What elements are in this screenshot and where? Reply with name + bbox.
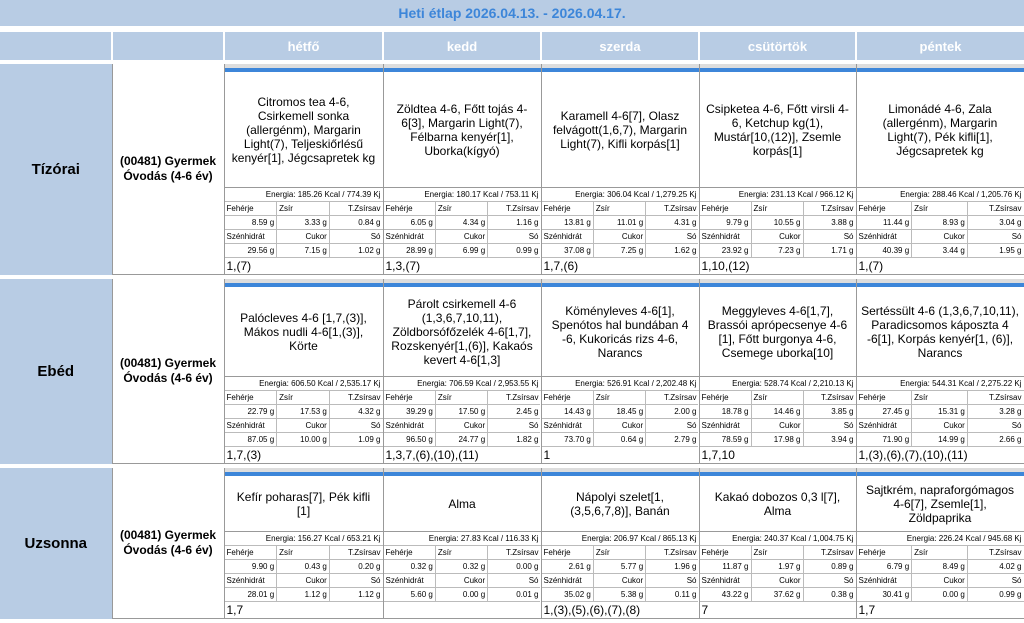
- saturated-fat-value: 1.16 g: [488, 216, 540, 230]
- menu-cell-wednesday: [541, 468, 699, 619]
- food-description: Kefír poharas[7], Pék kifli [1]: [225, 476, 383, 532]
- allergen-codes: 1,7,(6): [543, 259, 579, 273]
- menu-cell-thursday: [699, 468, 856, 619]
- allergen-codes: 1,(7): [226, 259, 252, 273]
- sugar-value: 0.00 g: [912, 588, 968, 602]
- protein-value: 6.79 g: [857, 560, 913, 574]
- allergen-codes: 7: [701, 603, 709, 617]
- day-header-friday: péntek: [856, 32, 1024, 60]
- protein-label: Fehérje: [225, 202, 278, 216]
- carbohydrate-value: 73.70 g: [542, 433, 594, 447]
- food-description: Köményleves 4-6[1], Spenótos hal bundában 4 -6, Kukoricás rizs 4-6, Narancs: [542, 287, 699, 377]
- fat-value: 3.33 g: [277, 216, 330, 230]
- food-description: Párolt csirkemell 4-6 (1,3,6,7,10,11), Zöldborsófőzelék 4-6[1,7], Rozskenyér[1,(6)], Kakaós kevert 4-6[1,3]: [384, 287, 541, 377]
- salt-value: 0.11 g: [646, 588, 698, 602]
- carbohydrate-value: 29.56 g: [225, 244, 278, 258]
- allergen-codes: 1,3,7,(6),(10),(11): [385, 448, 479, 462]
- sugar-value: 1.12 g: [277, 588, 330, 602]
- food-description: Karamell 4-6[7], Olasz felvágott(1,6,7), Margarin Light(7), Kifli korpás[1]: [542, 72, 699, 188]
- fat-value: 17.53 g: [277, 405, 330, 419]
- carbohydrate-value: 78.59 g: [700, 433, 752, 447]
- energy-value: Energia: 156.27 Kcal / 653.21 Kj: [225, 532, 383, 546]
- protein-value: 9.90 g: [225, 560, 278, 574]
- food-description: Sajtkrém, napraforgómagos 4-6[7], Zsemle[1], Zöldpaprika: [857, 476, 1024, 532]
- saturated-fat-label: T.Zsírsav: [646, 546, 698, 560]
- saturated-fat-label: T.Zsírsav: [968, 546, 1024, 560]
- salt-value: 0.99 g: [488, 244, 540, 258]
- allergen-codes: 1,7,(3): [226, 448, 262, 462]
- energy-value: Energia: 288.46 Kcal / 1,205.76 Kj: [857, 188, 1024, 202]
- saturated-fat-label: T.Zsírsav: [804, 391, 856, 405]
- carbohydrate-label: Szénhidrát: [857, 574, 913, 588]
- sugar-label: Cukor: [912, 230, 968, 244]
- carbohydrate-label: Szénhidrát: [700, 419, 752, 433]
- allergen-codes: 1,7: [858, 603, 876, 617]
- sugar-value: 7.25 g: [594, 244, 646, 258]
- sugar-value: 37.62 g: [752, 588, 804, 602]
- menu-cell-thursday: [699, 279, 856, 464]
- carbohydrate-value: 40.39 g: [857, 244, 913, 258]
- fat-value: 10.55 g: [752, 216, 804, 230]
- fat-value: 1.97 g: [752, 560, 804, 574]
- allergen-codes: 1,(3),(6),(7),(10),(11): [858, 448, 968, 462]
- protein-label: Fehérje: [857, 391, 913, 405]
- school-label: (00481) Gyermek Óvodás (4-6 év): [112, 468, 224, 619]
- protein-value: 18.78 g: [700, 405, 752, 419]
- day-header-wednesday: szerda: [541, 32, 699, 60]
- salt-label: Só: [488, 419, 540, 433]
- fat-value: 18.45 g: [594, 405, 646, 419]
- menu-cell-wednesday: [541, 279, 699, 464]
- food-description: Meggyleves 4-6[1,7], Brassói aprópecsenye 4-6 [1], Főtt burgonya 4-6, Csemege uborka[10]: [700, 287, 856, 377]
- food-description: Alma: [384, 476, 541, 532]
- saturated-fat-value: 3.85 g: [804, 405, 856, 419]
- protein-value: 14.43 g: [542, 405, 594, 419]
- saturated-fat-value: 0.84 g: [330, 216, 383, 230]
- saturated-fat-label: T.Zsírsav: [488, 202, 540, 216]
- salt-label: Só: [646, 419, 698, 433]
- nutrition-grid: [384, 202, 541, 258]
- fat-value: 5.77 g: [594, 560, 646, 574]
- menu-cell-tuesday: [383, 468, 541, 619]
- salt-label: Só: [804, 230, 856, 244]
- saturated-fat-label: T.Zsírsav: [804, 546, 856, 560]
- sugar-value: 5.38 g: [594, 588, 646, 602]
- salt-value: 1.09 g: [330, 433, 383, 447]
- salt-value: 1.71 g: [804, 244, 856, 258]
- carbohydrate-value: 28.99 g: [384, 244, 436, 258]
- nutrition-grid: [542, 546, 699, 602]
- food-description: Nápolyi szelet[1, (3,5,6,7,8)], Banán: [542, 476, 699, 532]
- menu-cell-tuesday: [383, 64, 541, 275]
- nutrition-grid: [700, 546, 856, 602]
- allergen-codes: 1: [543, 448, 551, 462]
- sugar-label: Cukor: [594, 419, 646, 433]
- salt-value: 1.02 g: [330, 244, 383, 258]
- salt-label: Só: [646, 230, 698, 244]
- fat-value: 0.43 g: [277, 560, 330, 574]
- sugar-label: Cukor: [594, 574, 646, 588]
- salt-label: Só: [804, 574, 856, 588]
- menu-cell-friday: [856, 64, 1024, 275]
- fat-value: 8.93 g: [912, 216, 968, 230]
- corner-header-school: [112, 32, 224, 60]
- protein-label: Fehérje: [384, 391, 436, 405]
- sugar-label: Cukor: [436, 574, 488, 588]
- carbohydrate-value: 23.92 g: [700, 244, 752, 258]
- food-description: Palócleves 4-6 [1,7,(3)], Mákos nudli 4-6[1,(3)], Körte: [225, 287, 383, 377]
- fat-label: Zsír: [277, 546, 330, 560]
- protein-value: 13.81 g: [542, 216, 594, 230]
- sugar-value: 14.99 g: [912, 433, 968, 447]
- carbohydrate-value: 35.02 g: [542, 588, 594, 602]
- energy-value: Energia: 606.50 Kcal / 2,535.17 Kj: [225, 377, 383, 391]
- salt-value: 1.82 g: [488, 433, 540, 447]
- menu-cell-wednesday: [541, 64, 699, 275]
- carbohydrate-label: Szénhidrát: [857, 230, 913, 244]
- nutrition-grid: [225, 391, 383, 447]
- carbohydrate-value: 96.50 g: [384, 433, 436, 447]
- energy-value: Energia: 226.24 Kcal / 945.68 Kj: [857, 532, 1024, 546]
- fat-value: 8.49 g: [912, 560, 968, 574]
- salt-value: 3.94 g: [804, 433, 856, 447]
- energy-value: Energia: 544.31 Kcal / 2,275.22 Kj: [857, 377, 1024, 391]
- meal-name: Tízórai: [0, 64, 112, 275]
- nutrition-grid: [225, 202, 383, 258]
- energy-value: Energia: 27.83 Kcal / 116.33 Kj: [384, 532, 541, 546]
- protein-label: Fehérje: [542, 546, 594, 560]
- food-description: Kakaó dobozos 0,3 l[7], Alma: [700, 476, 856, 532]
- salt-value: 0.01 g: [488, 588, 540, 602]
- school-label: (00481) Gyermek Óvodás (4-6 év): [112, 279, 224, 464]
- protein-value: 2.61 g: [542, 560, 594, 574]
- saturated-fat-label: T.Zsírsav: [488, 391, 540, 405]
- nutrition-grid: [857, 391, 1024, 447]
- energy-value: Energia: 706.59 Kcal / 2,953.55 Kj: [384, 377, 541, 391]
- meal-name: Ebéd: [0, 279, 112, 464]
- salt-label: Só: [488, 230, 540, 244]
- nutrition-grid: [857, 546, 1024, 602]
- carbohydrate-label: Szénhidrát: [225, 419, 278, 433]
- salt-value: 0.99 g: [968, 588, 1024, 602]
- sugar-label: Cukor: [436, 419, 488, 433]
- saturated-fat-value: 4.32 g: [330, 405, 383, 419]
- carbohydrate-label: Szénhidrát: [384, 230, 436, 244]
- carbohydrate-label: Szénhidrát: [384, 574, 436, 588]
- allergen-codes: 1,(7): [858, 259, 884, 273]
- fat-label: Zsír: [912, 202, 968, 216]
- sugar-value: 0.00 g: [436, 588, 488, 602]
- sugar-label: Cukor: [277, 574, 330, 588]
- protein-label: Fehérje: [384, 202, 436, 216]
- carbohydrate-value: 87.05 g: [225, 433, 278, 447]
- salt-label: Só: [646, 574, 698, 588]
- nutrition-grid: [700, 202, 856, 258]
- fat-value: 0.32 g: [436, 560, 488, 574]
- fat-label: Zsír: [594, 391, 646, 405]
- carbohydrate-value: 28.01 g: [225, 588, 278, 602]
- sugar-label: Cukor: [752, 230, 804, 244]
- allergen-codes: 1,7: [226, 603, 244, 617]
- sugar-value: 7.15 g: [277, 244, 330, 258]
- fat-label: Zsír: [752, 546, 804, 560]
- nutrition-grid: [225, 546, 383, 602]
- fat-value: 14.46 g: [752, 405, 804, 419]
- sugar-label: Cukor: [912, 419, 968, 433]
- carbohydrate-value: 43.22 g: [700, 588, 752, 602]
- salt-label: Só: [488, 574, 540, 588]
- page-title: Heti étlap 2026.04.13. - 2026.04.17.: [0, 0, 1024, 26]
- protein-label: Fehérje: [542, 391, 594, 405]
- saturated-fat-label: T.Zsírsav: [968, 391, 1024, 405]
- menu-cell-monday: [224, 64, 383, 275]
- carbohydrate-label: Szénhidrát: [542, 419, 594, 433]
- allergen-codes: 1,(3),(5),(6),(7),(8): [543, 603, 641, 617]
- salt-label: Só: [804, 419, 856, 433]
- sugar-value: 7.23 g: [752, 244, 804, 258]
- menu-cell-friday: [856, 279, 1024, 464]
- salt-label: Só: [330, 574, 383, 588]
- salt-value: 1.12 g: [330, 588, 383, 602]
- carbohydrate-label: Szénhidrát: [700, 574, 752, 588]
- nutrition-grid: [857, 202, 1024, 258]
- saturated-fat-label: T.Zsírsav: [646, 202, 698, 216]
- fat-label: Zsír: [752, 391, 804, 405]
- energy-value: Energia: 231.13 Kcal / 966.12 Kj: [700, 188, 856, 202]
- energy-value: Energia: 526.91 Kcal / 2,202.48 Kj: [542, 377, 699, 391]
- protein-label: Fehérje: [857, 202, 913, 216]
- protein-value: 22.79 g: [225, 405, 278, 419]
- saturated-fat-value: 1.96 g: [646, 560, 698, 574]
- fat-label: Zsír: [436, 391, 488, 405]
- saturated-fat-label: T.Zsírsav: [646, 391, 698, 405]
- carbohydrate-value: 71.90 g: [857, 433, 913, 447]
- protein-value: 27.45 g: [857, 405, 913, 419]
- protein-label: Fehérje: [225, 391, 278, 405]
- salt-value: 0.38 g: [804, 588, 856, 602]
- menu-cell-monday: [224, 468, 383, 619]
- food-description: Limonádé 4-6, Zala (allergénm), Margarin Light(7), Pék kifli[1], Jégcsapretek kg: [857, 72, 1024, 188]
- sugar-label: Cukor: [277, 230, 330, 244]
- saturated-fat-label: T.Zsírsav: [488, 546, 540, 560]
- saturated-fat-value: 0.89 g: [804, 560, 856, 574]
- nutrition-grid: [542, 391, 699, 447]
- carbohydrate-value: 37.08 g: [542, 244, 594, 258]
- food-description: Citromos tea 4-6, Csirkemell sonka (allergénm), Margarin Light(7), Teljeskiőrlésű kenyér[1], Jégcsapretek kg: [225, 72, 383, 188]
- sugar-value: 17.98 g: [752, 433, 804, 447]
- salt-label: Só: [968, 419, 1024, 433]
- allergen-codes: [384, 602, 541, 618]
- menu-cell-tuesday: [383, 279, 541, 464]
- meal-row: [0, 279, 1024, 464]
- menu-cell-monday: [224, 279, 383, 464]
- carbohydrate-label: Szénhidrát: [225, 230, 278, 244]
- energy-value: Energia: 528.74 Kcal / 2,210.13 Kj: [700, 377, 856, 391]
- saturated-fat-label: T.Zsírsav: [330, 391, 383, 405]
- protein-label: Fehérje: [700, 546, 752, 560]
- fat-label: Zsír: [436, 202, 488, 216]
- protein-label: Fehérje: [225, 546, 278, 560]
- salt-value: 1.95 g: [968, 244, 1024, 258]
- protein-value: 0.32 g: [384, 560, 436, 574]
- sugar-value: 24.77 g: [436, 433, 488, 447]
- salt-label: Só: [330, 419, 383, 433]
- saturated-fat-label: T.Zsírsav: [968, 202, 1024, 216]
- salt-value: 1.62 g: [646, 244, 698, 258]
- carbohydrate-value: 5.60 g: [384, 588, 436, 602]
- energy-value: Energia: 180.17 Kcal / 753.11 Kj: [384, 188, 541, 202]
- fat-value: 15.31 g: [912, 405, 968, 419]
- nutrition-grid: [384, 546, 541, 602]
- food-description: Sertéssült 4-6 (1,3,6,7,10,11), Paradicsomos káposzta 4 -6[1], Korpás kenyér[1, (6)], Narancs: [857, 287, 1024, 377]
- allergen-codes: 1,7,10: [701, 448, 735, 462]
- carbohydrate-label: Szénhidrát: [857, 419, 913, 433]
- carbohydrate-label: Szénhidrát: [542, 230, 594, 244]
- fat-value: 17.50 g: [436, 405, 488, 419]
- protein-value: 39.29 g: [384, 405, 436, 419]
- sugar-value: 10.00 g: [277, 433, 330, 447]
- day-header-row: [0, 32, 1024, 60]
- salt-label: Só: [968, 230, 1024, 244]
- sugar-value: 6.99 g: [436, 244, 488, 258]
- fat-label: Zsír: [752, 202, 804, 216]
- fat-label: Zsír: [594, 546, 646, 560]
- carbohydrate-label: Szénhidrát: [225, 574, 278, 588]
- saturated-fat-value: 2.00 g: [646, 405, 698, 419]
- saturated-fat-label: T.Zsírsav: [330, 202, 383, 216]
- salt-value: 2.66 g: [968, 433, 1024, 447]
- corner-header-meal: [0, 32, 112, 60]
- protein-label: Fehérje: [384, 546, 436, 560]
- fat-label: Zsír: [594, 202, 646, 216]
- protein-label: Fehérje: [857, 546, 913, 560]
- day-header-thursday: csütörtök: [699, 32, 856, 60]
- meal-row: [0, 468, 1024, 619]
- saturated-fat-label: T.Zsírsav: [330, 546, 383, 560]
- meal-row: [0, 64, 1024, 275]
- saturated-fat-value: 3.88 g: [804, 216, 856, 230]
- energy-value: Energia: 185.26 Kcal / 774.39 Kj: [225, 188, 383, 202]
- fat-label: Zsír: [912, 546, 968, 560]
- food-description: Csipketea 4-6, Főtt virsli 4-6, Ketchup kg(1), Mustár[10,(12)], Zsemle korpás[1]: [700, 72, 856, 188]
- fat-label: Zsír: [912, 391, 968, 405]
- protein-value: 8.59 g: [225, 216, 278, 230]
- fat-value: 11.01 g: [594, 216, 646, 230]
- protein-value: 9.79 g: [700, 216, 752, 230]
- sugar-label: Cukor: [752, 574, 804, 588]
- allergen-codes: 1,3,(7): [385, 259, 421, 273]
- protein-value: 11.87 g: [700, 560, 752, 574]
- day-header-monday: hétfő: [224, 32, 383, 60]
- fat-label: Zsír: [277, 202, 330, 216]
- allergen-codes: 1,10,(12): [701, 259, 750, 273]
- menu-cell-friday: [856, 468, 1024, 619]
- protein-label: Fehérje: [700, 202, 752, 216]
- saturated-fat-value: 0.20 g: [330, 560, 383, 574]
- saturated-fat-value: 3.28 g: [968, 405, 1024, 419]
- fat-label: Zsír: [277, 391, 330, 405]
- menu-cell-thursday: [699, 64, 856, 275]
- nutrition-grid: [384, 391, 541, 447]
- protein-label: Fehérje: [700, 391, 752, 405]
- fat-label: Zsír: [436, 546, 488, 560]
- sugar-value: 3.44 g: [912, 244, 968, 258]
- carbohydrate-label: Szénhidrát: [700, 230, 752, 244]
- saturated-fat-value: 4.02 g: [968, 560, 1024, 574]
- saturated-fat-value: 2.45 g: [488, 405, 540, 419]
- sugar-label: Cukor: [752, 419, 804, 433]
- day-header-tuesday: kedd: [383, 32, 541, 60]
- energy-value: Energia: 240.37 Kcal / 1,004.75 Kj: [700, 532, 856, 546]
- salt-label: Só: [968, 574, 1024, 588]
- weekly-menu-table: [0, 32, 1024, 619]
- energy-value: Energia: 306.04 Kcal / 1,279.25 Kj: [542, 188, 699, 202]
- nutrition-grid: [542, 202, 699, 258]
- carbohydrate-value: 30.41 g: [857, 588, 913, 602]
- fat-value: 4.34 g: [436, 216, 488, 230]
- sugar-label: Cukor: [912, 574, 968, 588]
- protein-value: 6.05 g: [384, 216, 436, 230]
- saturated-fat-value: 3.04 g: [968, 216, 1024, 230]
- school-label: (00481) Gyermek Óvodás (4-6 év): [112, 64, 224, 275]
- sugar-label: Cukor: [594, 230, 646, 244]
- food-description: Zöldtea 4-6, Főtt tojás 4-6[3], Margarin Light(7), Félbarna kenyér[1], Uborka(kígyó): [384, 72, 541, 188]
- saturated-fat-value: 4.31 g: [646, 216, 698, 230]
- sugar-value: 0.64 g: [594, 433, 646, 447]
- saturated-fat-label: T.Zsírsav: [804, 202, 856, 216]
- salt-label: Só: [330, 230, 383, 244]
- protein-label: Fehérje: [542, 202, 594, 216]
- carbohydrate-label: Szénhidrát: [542, 574, 594, 588]
- saturated-fat-value: 0.00 g: [488, 560, 540, 574]
- protein-value: 11.44 g: [857, 216, 913, 230]
- energy-value: Energia: 206.97 Kcal / 865.13 Kj: [542, 532, 699, 546]
- salt-value: 2.79 g: [646, 433, 698, 447]
- carbohydrate-label: Szénhidrát: [384, 419, 436, 433]
- sugar-label: Cukor: [277, 419, 330, 433]
- sugar-label: Cukor: [436, 230, 488, 244]
- nutrition-grid: [700, 391, 856, 447]
- meal-name: Uzsonna: [0, 468, 112, 619]
